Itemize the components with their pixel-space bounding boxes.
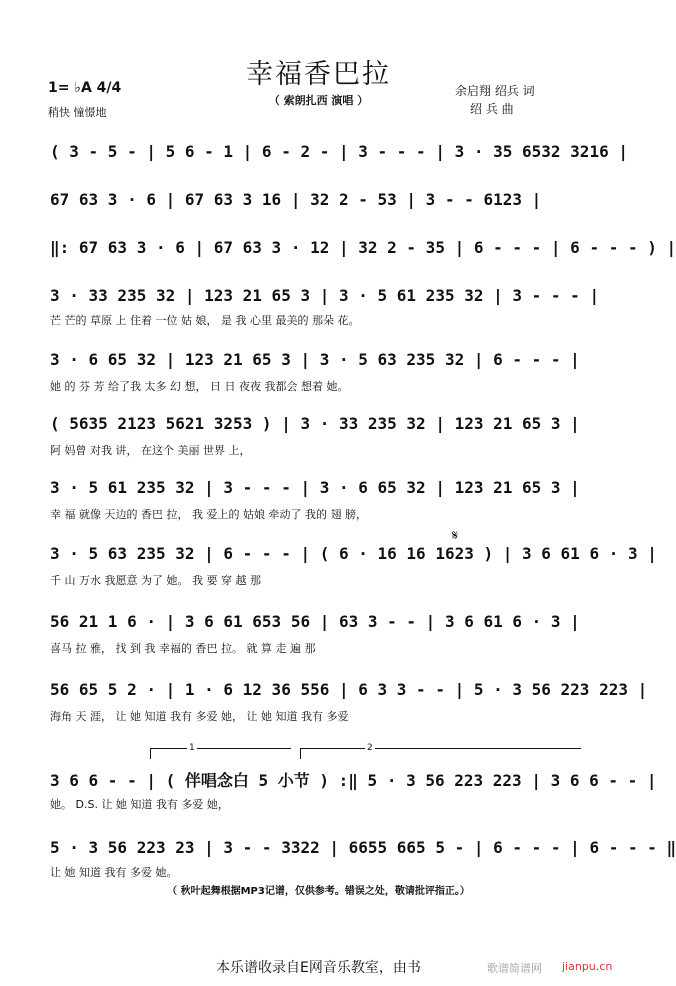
notation-row: ( 3 - 5 - | 5 6 - 1 | 6 - 2 - | 3 - - - | 3 · 35 6532 3216 | [50, 142, 628, 161]
volta-1-label: 1 [189, 743, 195, 753]
lyric-row: 海角 天 涯， 让 她 知道 我有 多爱 她， 让 她 知道 我有 多爱 [50, 710, 349, 723]
lyric-row: 她。 D.S. 让 她 知道 我有 多爱 她， [50, 798, 229, 811]
source-footer: 本乐谱收录自E网音乐教室，由书 [216, 960, 421, 976]
lyric-row: 幸 福 就像 天边的 香巴 拉， 我 爱上的 姑娘 牵动了 我的 翅 膀， [50, 508, 367, 521]
notation-row: 67 63 3 · 6 | 67 63 3 16 | 32 2 - 53 | 3 - - 6123 | [50, 190, 542, 209]
notation-row: 3 · 5 63 235 32 | 6 - - - | ( 6 · 16 16 1623 ) | 3 6 61 6 · 3 | [50, 544, 657, 563]
volta-1 [150, 743, 291, 759]
watermark-url: jianpu.cn [562, 960, 613, 973]
lyric-row: 阿 妈曾 对我 讲， 在这个 美丽 世界 上， [50, 444, 251, 457]
notation-row: 3 · 5 61 235 32 | 3 - - - | 3 · 6 65 32 | 123 21 65 3 | [50, 478, 580, 497]
lyric-row: 千 山 万水 我愿意 为了 她。 我 要 穿 越 那 [50, 574, 261, 587]
notation-row: ( 5635 2123 5621 3253 ) | 3 · 33 235 32 | 123 21 65 3 | [50, 414, 580, 433]
notation-row: 3 · 6 65 32 | 123 21 65 3 | 3 · 5 63 235 32 | 6 - - - | [50, 350, 580, 369]
notation-row: ‖: 67 63 3 · 6 | 67 63 3 · 12 | 32 2 - 35 | 6 - - - | 6 - - - ) | [50, 238, 676, 257]
song-title: 幸福香巴拉 [246, 59, 391, 90]
lyricist-credit: 余启翔 绍兵 词 [455, 84, 535, 98]
lyric-row: 让 她 知道 我有 多爱 她。 [50, 866, 178, 879]
lyric-row: 喜马 拉 雅， 找 到 我 幸福的 香巴 拉。 就 算 走 遍 那 [50, 642, 316, 655]
lyric-row: 她 的 芬 芳 给了我 太多 幻 想， 日 日 夜夜 我都会 想着 她。 [50, 380, 349, 393]
watermark-site: 歌谱简谱网 [487, 962, 542, 975]
volta-2-label: 2 [367, 743, 373, 753]
transcription-note: （ 秋叶起舞根据MP3记谱，仅供参考。错误之处，敬请批评指正。） [167, 886, 470, 897]
notation-row: 3 · 33 235 32 | 123 21 65 3 | 3 · 5 61 235 32 | 3 - - - | [50, 286, 600, 305]
lyric-row: 芒 芒的 草原 上 住着 一位 姑 娘， 是 我 心里 最美的 那朵 花。 [50, 314, 360, 327]
notation-row: 56 21 1 6 · | 3 6 61 653 56 | 63 3 - - | 3 6 61 6 · 3 | [50, 612, 580, 631]
key-signature: 1= ♭A 4/4 [48, 80, 122, 96]
composer-credit: 绍 兵 曲 [470, 102, 514, 116]
tempo-marking: 稍快 憧憬地 [48, 106, 107, 119]
volta-2 [300, 743, 581, 759]
notation-row: 3 6 6 - - | ( 伴唱念白 5 小节 ) :‖ 5 · 3 56 223 223 | 3 6 6 - - | [50, 771, 657, 790]
notation-row: 56 65 5 2 · | 1 · 6 12 36 556 | 6 3 3 - - | 5 · 3 56 223 223 | [50, 680, 648, 699]
segno-mark: 𝄋 [452, 528, 459, 544]
notation-row: 5 · 3 56 223 23 | 3 - - 3322 | 6655 665 5 - | 6 - - - | 6 - - - ‖ [50, 838, 676, 857]
performer: （ 索朗扎西 演唱 ） [268, 94, 369, 107]
